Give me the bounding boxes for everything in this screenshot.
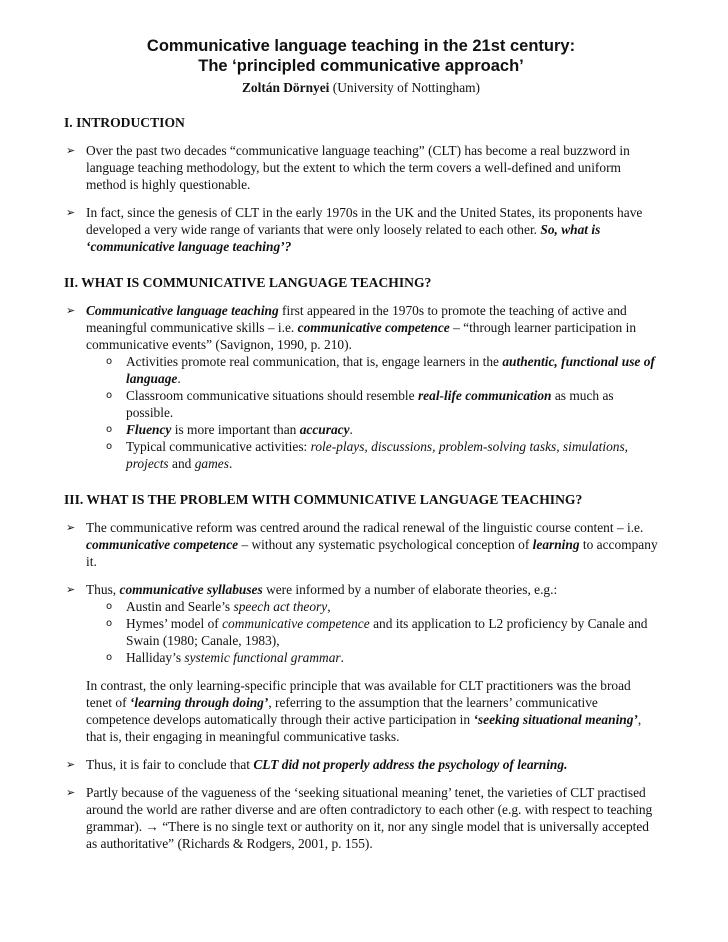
paragraph-emphasis: ‘learning through doing’ xyxy=(129,695,269,710)
sub-text: , xyxy=(327,599,331,614)
paragraph-text: , that is, their engaging in meaningful communicative tasks. xyxy=(86,712,642,744)
section-heading-problem-with-clt: III. WHAT IS THE PROBLEM WITH COMMUNICATIVE LANGUAGE TEACHING? xyxy=(64,492,583,507)
list-item xyxy=(64,302,658,472)
paragraph-text: In contrast, the only learning-specific principle that was available for CLT practitioners was the broad tenet of xyxy=(86,678,631,710)
bullet-emphasis: communicative competence xyxy=(86,537,239,552)
circle-bullet-icon: o xyxy=(106,424,113,435)
sub-text: and its application to L2 proficiency by Canale and Swain (1980; Canale, 1983), xyxy=(126,616,648,648)
circle-bullet-icon: o xyxy=(106,618,113,629)
list-item xyxy=(64,581,658,666)
sub-emphasis: real-life communication xyxy=(417,388,552,403)
circle-bullet-icon: o xyxy=(106,390,113,401)
sub-text: Halliday’s xyxy=(126,650,182,665)
bullet-emphasis: communicative syllabuses xyxy=(119,582,263,597)
sub-text: is more important than xyxy=(174,422,297,437)
arrow-bullet-icon: ➢ xyxy=(66,583,76,596)
arrow-bullet-icon: ➢ xyxy=(66,758,76,771)
sub-text: Hymes’ model of xyxy=(126,616,219,631)
bullet-text: Partly because of the vagueness of the ‘seeking situational meaning’ tenet, the varieties of CLT practised around the world are rather diverse and are often contradictory to each other (e.g. with respect to teaching grammar). → “There is no single text or authority on it, nor any single model that is universally accepted as authoritative” (Richards & Rodgers, 2001, p. 155). xyxy=(86,785,653,851)
title-line-1: Communicative language teaching in the 21st century: xyxy=(146,37,576,55)
sub-list-item xyxy=(86,387,658,421)
sub-emphasis: Fluency xyxy=(126,422,172,437)
arrow-bullet-icon: ➢ xyxy=(66,304,76,317)
arrow-bullet-icon: ➢ xyxy=(66,786,76,799)
bullet-text: Thus, it is fair to conclude that xyxy=(86,757,250,772)
sub-text: Activities promote real communication, that is, engage learners in the xyxy=(126,354,499,369)
bullet-text: In fact, since the genesis of CLT in the early 1970s in the UK and the United States, its proponents have developed a very wide range of variants that were only loosely related to each other. xyxy=(86,205,643,237)
sub-emphasis: authentic, functional use of language xyxy=(126,354,655,386)
sub-italic: games xyxy=(194,456,229,471)
sub-text: and xyxy=(172,456,192,471)
sub-text: as much as possible. xyxy=(126,388,614,420)
sub-text: . xyxy=(349,422,353,437)
sub-text: Classroom communicative situations should resemble xyxy=(126,388,415,403)
bullet-text: – without any systematic psychological conception of xyxy=(241,537,530,552)
section-heading-what-is-clt: II. WHAT IS COMMUNICATIVE LANGUAGE TEACHING? xyxy=(64,275,432,290)
list-item xyxy=(64,204,658,255)
bullet-emphasis: learning xyxy=(532,537,580,552)
arrow-bullet-icon: ➢ xyxy=(66,521,76,534)
sub-italic: communicative competence xyxy=(222,616,370,631)
sub-emphasis: accuracy xyxy=(299,422,350,437)
circle-bullet-icon: o xyxy=(106,601,113,612)
sub-list-item xyxy=(86,649,658,666)
arrow-bullet-icon: ➢ xyxy=(66,144,76,157)
list-item xyxy=(64,784,658,852)
sub-list-item xyxy=(86,353,658,387)
sub-text: Typical communicative activities: xyxy=(126,439,308,454)
section-3-list-continued xyxy=(64,756,658,852)
section-3-list xyxy=(64,519,658,666)
list-item xyxy=(64,142,658,193)
author-name: Zoltán Dörnyei xyxy=(241,80,330,95)
bullet-text: first appeared in the 1970s to promote the teaching of active and meaningful communicative skills – i.e. xyxy=(86,303,627,335)
sub-list-item xyxy=(86,438,658,472)
sub-list-item xyxy=(86,421,658,438)
sub-text: . xyxy=(228,456,233,471)
bullet-text: – “through learner participation in communicative events” (Savignon, 1990, p. 210). xyxy=(86,320,637,352)
bullet-emphasis: So, what is ‘communicative language teaching’? xyxy=(86,222,601,254)
sub-text: Austin and Searle’s xyxy=(126,599,231,614)
bullet-emphasis: communicative competence xyxy=(297,320,450,335)
sub-italic: speech act theory xyxy=(233,599,328,614)
list-item xyxy=(64,519,658,570)
section-2-list xyxy=(64,302,658,472)
sub-list-item xyxy=(86,598,658,615)
list-item xyxy=(64,756,658,773)
circle-bullet-icon: o xyxy=(106,356,113,367)
bullet-text: Thus, xyxy=(86,582,117,597)
sub-list xyxy=(86,598,658,666)
sub-list xyxy=(86,353,658,472)
section-1-list xyxy=(64,142,658,255)
bullet-emphasis: Communicative language teaching xyxy=(86,303,279,318)
sub-text: . xyxy=(177,371,181,386)
author-line xyxy=(64,79,658,96)
bullet-text: were informed by a number of elaborate theories, e.g.: xyxy=(266,582,558,597)
section-heading-introduction: I. INTRODUCTION xyxy=(64,115,185,130)
paragraph xyxy=(64,677,658,745)
circle-bullet-icon: o xyxy=(106,441,113,452)
bullet-text: Over the past two decades “communicative language teaching” (CLT) has become a real buzzword in language teaching methodology, but the extent to which the term covers a well-defined and uniform method is highly questionable. xyxy=(86,143,630,192)
author-affiliation: (University of Nottingham) xyxy=(332,80,481,95)
arrow-bullet-icon: ➢ xyxy=(66,206,76,219)
sub-italic: role-plays, discussions, problem-solving tasks, simulations, projects xyxy=(126,439,629,471)
title-line-2: The ‘principled communicative approach’ xyxy=(198,57,524,75)
sub-list-item xyxy=(86,615,658,649)
circle-bullet-icon: o xyxy=(106,652,113,663)
paragraph-text: , referring to the assumption that the learners’ communicative competence develops automatically through their active participation in xyxy=(86,695,598,727)
bullet-emphasis: CLT did not properly address the psychology of learning. xyxy=(253,757,568,772)
bullet-text: to accompany it. xyxy=(86,537,658,569)
bullet-text: The communicative reform was centred around the radical renewal of the linguistic course content – i.e. xyxy=(86,520,644,535)
paragraph-emphasis: ‘seeking situational meaning’ xyxy=(473,712,638,727)
sub-italic: systemic functional grammar xyxy=(184,650,341,665)
document-title xyxy=(64,36,658,76)
sub-text: . xyxy=(340,650,344,665)
